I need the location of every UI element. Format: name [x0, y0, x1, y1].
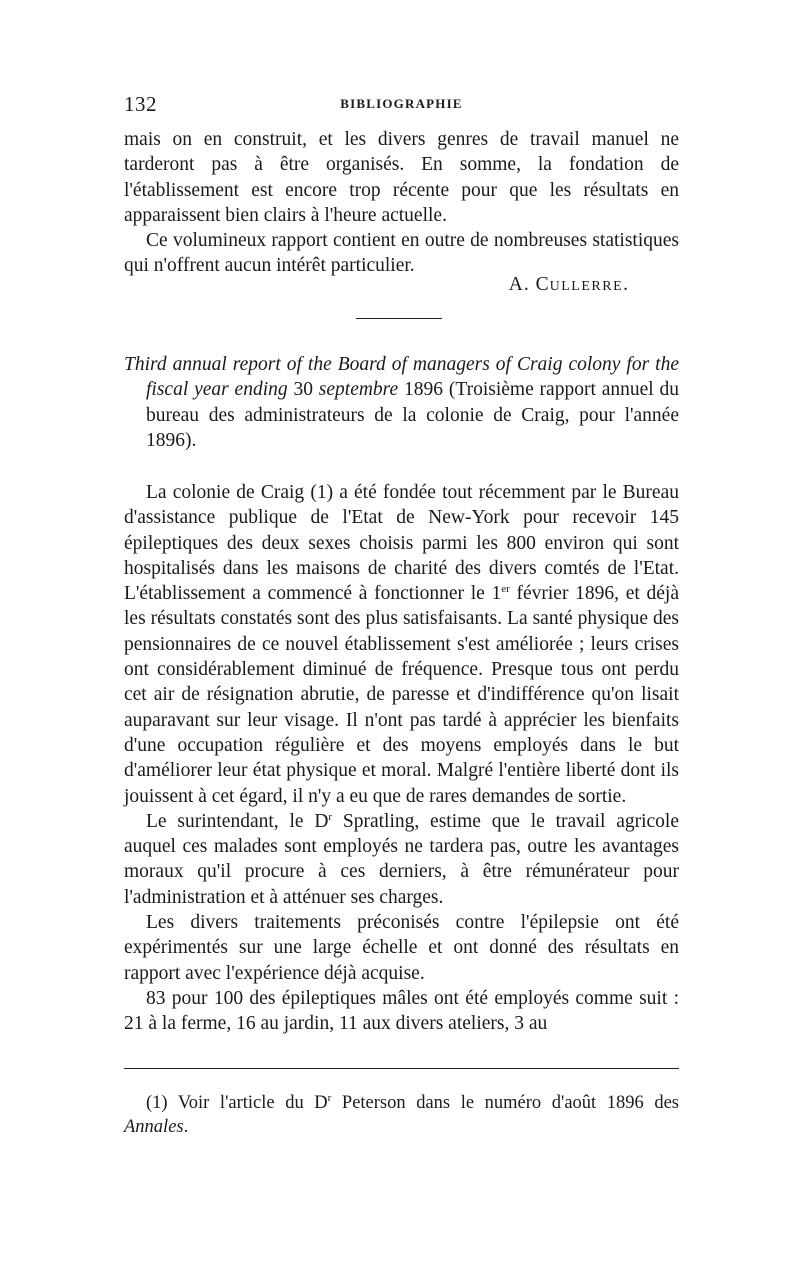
- page-header: [124, 92, 679, 118]
- running-head: BIBLIOGRAPHIE: [340, 96, 463, 111]
- review-title: [124, 352, 679, 453]
- body-paragraph-1-text-b: février 1896, et déjà les résultats constatés sont des plus satisfaisants. La santé physique des pensionnaires de ce nouvel établissement s'est améliorée ; leurs crises ont considérablement diminué de fréquence. Presque tous ont perdu cet air de résignation abrutie, de paresse et d'indifférence qu'on lisait auparavant sur leur visage. Il n'ont pas tardé à apprécier les bienfaits d'une occupation régulière et des moyens employés dans le but d'améliorer leur état physique et moral. Malgré l'entière liberté dont ils jouissent à cet égard, il n'y a eu que de rares demandes de sortie.: [124, 583, 679, 807]
- footnote-text-a: (1) Voir l'article du D: [146, 1093, 328, 1113]
- intro-text: [124, 127, 679, 279]
- body-paragraph-1: [124, 480, 679, 809]
- body-paragraph-1-superscript: er: [501, 583, 510, 596]
- signature-surname: ULLERRE: [549, 279, 624, 294]
- review-title-english: Third annual report of the Board of managers of Craig colony for the fiscal year ending: [124, 354, 679, 401]
- review-title-french: 1896 (Troisième rapport annuel du bureau des administrateurs de la colonie de Craig, pour l'année 1896).: [146, 379, 679, 451]
- footnote-text-b: Peterson dans le numéro d'août 1896 des: [331, 1093, 679, 1113]
- signature-initial: A. C: [508, 274, 550, 295]
- body-paragraph-3: Les divers traitements préconisés contre l'épilepsie ont été expérimentés sur une large échelle et ont donné des résultats en rapport avec l'expérience déjà acquise.: [124, 912, 679, 984]
- intro-paragraph-2: Ce volumineux rapport contient en outre de nombreuses statistiques qui n'offrent aucun intérêt particulier.: [124, 230, 679, 277]
- body-paragraph-1-text-a: La colonie de Craig (1) a été fondée tout récemment par le Bureau d'assistance publique de l'Etat de New-York pour recevoir 145 épileptiques des deux sexes choisis parmi les 800 environ qui sont hospitalisés dans les maisons de charité des divers comtés de l'Etat. L'établissement a commencé à fonctionner le 1: [124, 482, 679, 605]
- review-body: [124, 480, 679, 1037]
- footnote-journal-title: Annales: [124, 1116, 184, 1137]
- footnote-paragraph: [124, 1092, 679, 1139]
- footnote: [124, 1092, 679, 1139]
- intro-paragraph-1: mais on en construit, et les divers genres de travail manuel ne tarderont pas à être organisés. En somme, la fondation de l'établissement est encore trop récente pour que les résultats en apparaissent bien clairs à l'heure actuelle.: [124, 129, 679, 226]
- body-paragraph-4: 83 pour 100 des épileptiques mâles ont été employés comme suit : 21 à la ferme, 16 au jardin, 11 aux divers ateliers, 3 au: [124, 987, 679, 1035]
- page-number: 132: [124, 92, 157, 116]
- footnote-period: .: [183, 1116, 189, 1137]
- body-paragraph-2: [124, 809, 679, 910]
- review-title-day: 30: [287, 379, 319, 401]
- review-title-month: septembre: [318, 379, 399, 401]
- footnote-superscript: r: [327, 1092, 332, 1104]
- body-paragraph-2-text-b: Spratling, estime que le travail agricole auquel ces malades sont employés ne tardera pas, outre les avantages moraux qu'il procure à ces derniers, à être rémunérateur pour l'administration et à atténuer ses charges.: [124, 810, 679, 908]
- body-paragraph-2-text-a: Le surintendant, le D: [146, 810, 329, 832]
- body-paragraph-2-superscript: r: [328, 810, 333, 823]
- author-signature: [124, 274, 629, 296]
- signature-period: .: [623, 274, 629, 295]
- section-separator-rule: [356, 318, 442, 319]
- footnote-separator-rule: [124, 1068, 679, 1069]
